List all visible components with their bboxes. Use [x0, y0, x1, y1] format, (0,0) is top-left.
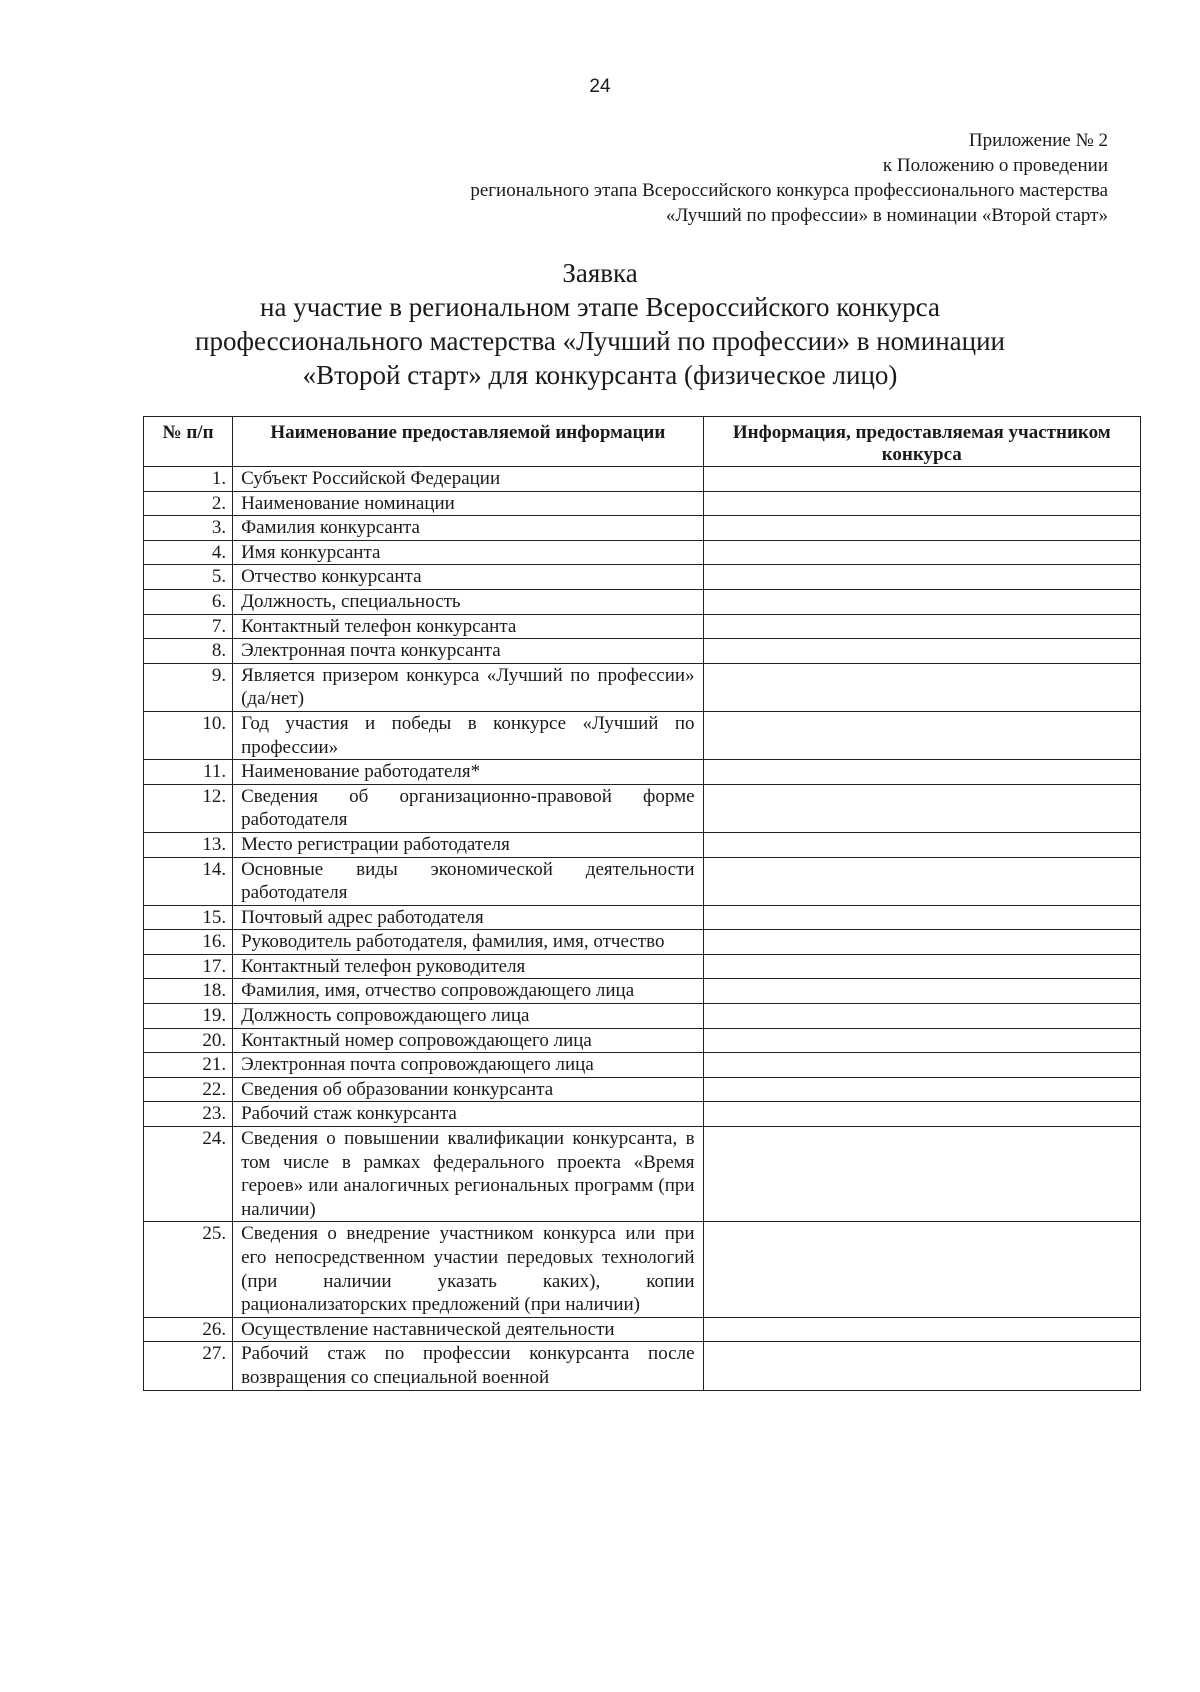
appendix-line-2: к Положению о проведении [882, 155, 1108, 176]
row-field-name: Почтовый адрес работодателя [233, 905, 703, 930]
table-row [144, 1004, 1141, 1029]
table-row [144, 639, 1141, 664]
row-field-value[interactable] [703, 1077, 1140, 1102]
row-number: 23. [144, 1102, 233, 1127]
row-field-name: Осуществление наставнической деятельности [233, 1317, 703, 1342]
table-row [144, 540, 1141, 565]
row-field-value[interactable] [703, 1222, 1140, 1317]
appendix-line-3: регионального этапа Всероссийского конкурса профессионального мастерства [470, 180, 1108, 201]
title-line-1: Заявка [562, 258, 638, 288]
table-row [144, 1102, 1141, 1127]
row-field-value[interactable] [703, 930, 1140, 955]
table-row [144, 1028, 1141, 1053]
row-field-name: Фамилия конкурсанта [233, 516, 703, 541]
row-field-name: Сведения о внедрение участником конкурса или при его непосредственном участии передовых технологий (при наличии указать каких), копии рационализаторских предложений (при наличии) [233, 1222, 703, 1317]
table-row [144, 905, 1141, 930]
row-field-name: Контактный телефон руководителя [233, 954, 703, 979]
table-row [144, 1077, 1141, 1102]
row-field-name: Сведения о повышении квалификации конкурсанта, в том числе в рамках федерального проекта «Время героев» или аналогичных региональных программ (при наличии) [233, 1127, 703, 1222]
table-row [144, 979, 1141, 1004]
row-field-value[interactable] [703, 565, 1140, 590]
row-field-value[interactable] [703, 1028, 1140, 1053]
row-number: 25. [144, 1222, 233, 1317]
row-number: 18. [144, 979, 233, 1004]
table-row [144, 565, 1141, 590]
header-info: Информация, предоставляемая участником конкурса [703, 417, 1140, 467]
row-field-value[interactable] [703, 1004, 1140, 1029]
row-field-value[interactable] [703, 1127, 1140, 1222]
row-field-name: Должность, специальность [233, 589, 703, 614]
table-row [144, 1317, 1141, 1342]
row-number: 4. [144, 540, 233, 565]
row-field-value[interactable] [703, 1053, 1140, 1078]
appendix-line-1: Приложение № 2 [968, 130, 1108, 151]
row-field-value[interactable] [703, 954, 1140, 979]
row-number: 2. [144, 491, 233, 516]
row-field-name: Наименование номинации [233, 491, 703, 516]
row-field-value[interactable] [703, 1317, 1140, 1342]
row-number: 10. [144, 711, 233, 759]
row-number: 12. [144, 784, 233, 832]
document-title [140, 256, 1060, 392]
row-number: 5. [144, 565, 233, 590]
table-row [144, 1127, 1141, 1222]
row-field-name: Фамилия, имя, отчество сопровождающего лица [233, 979, 703, 1004]
title-line-2: на участие в региональном этапе Всероссийского конкурса [260, 292, 940, 322]
row-number: 16. [144, 930, 233, 955]
table-row [144, 614, 1141, 639]
row-field-name: Электронная почта сопровождающего лица [233, 1053, 703, 1078]
row-field-name: Год участия и победы в конкурсе «Лучший по профессии» [233, 711, 703, 759]
page-number: 24 [589, 76, 611, 97]
table-row [144, 857, 1141, 905]
row-field-name: Должность сопровождающего лица [233, 1004, 703, 1029]
row-field-name: Контактный номер сопровождающего лица [233, 1028, 703, 1053]
row-field-name: Сведения об организационно-правовой форме работодателя [233, 784, 703, 832]
row-field-value[interactable] [703, 639, 1140, 664]
title-line-4: «Второй старт» для конкурсанта (физическое лицо) [302, 360, 898, 390]
table-row [144, 954, 1141, 979]
row-field-value[interactable] [703, 857, 1140, 905]
row-number: 9. [144, 663, 233, 711]
table-row [144, 589, 1141, 614]
row-field-value[interactable] [703, 614, 1140, 639]
row-field-value[interactable] [703, 760, 1140, 785]
row-number: 24. [144, 1127, 233, 1222]
row-field-value[interactable] [703, 711, 1140, 759]
row-field-value[interactable] [703, 832, 1140, 857]
row-number: 11. [144, 760, 233, 785]
row-field-name: Рабочий стаж конкурсанта [233, 1102, 703, 1127]
row-field-name: Наименование работодателя* [233, 760, 703, 785]
row-field-value[interactable] [703, 589, 1140, 614]
row-number: 8. [144, 639, 233, 664]
table-row [144, 516, 1141, 541]
row-field-value[interactable] [703, 784, 1140, 832]
row-number: 22. [144, 1077, 233, 1102]
table-row [144, 663, 1141, 711]
row-number: 15. [144, 905, 233, 930]
row-field-name: Рабочий стаж по профессии конкурсанта после возвращения со специальной военной [233, 1342, 703, 1390]
table-row [144, 467, 1141, 492]
row-field-value[interactable] [703, 491, 1140, 516]
row-field-name: Отчество конкурсанта [233, 565, 703, 590]
appendix-header [470, 128, 1108, 228]
row-number: 14. [144, 857, 233, 905]
row-number: 6. [144, 589, 233, 614]
header-num: № п/п [144, 417, 233, 467]
row-field-name: Сведения об образовании конкурсанта [233, 1077, 703, 1102]
row-field-value[interactable] [703, 1102, 1140, 1127]
table-row [144, 784, 1141, 832]
row-field-value[interactable] [703, 979, 1140, 1004]
row-number: 3. [144, 516, 233, 541]
row-field-value[interactable] [703, 516, 1140, 541]
table-row [144, 1342, 1141, 1390]
row-field-value[interactable] [703, 467, 1140, 492]
row-field-name: Основные виды экономической деятельности работодателя [233, 857, 703, 905]
table-row [144, 1222, 1141, 1317]
row-field-name: Субъект Российской Федерации [233, 467, 703, 492]
row-number: 19. [144, 1004, 233, 1029]
row-field-name: Является призером конкурса «Лучший по профессии» (да/нет) [233, 663, 703, 711]
table-row [144, 1053, 1141, 1078]
table-row [144, 832, 1141, 857]
table-body [144, 467, 1141, 1391]
table-row [144, 930, 1141, 955]
row-field-value[interactable] [703, 1342, 1140, 1390]
row-number: 20. [144, 1028, 233, 1053]
table-header-row [144, 417, 1141, 467]
row-number: 21. [144, 1053, 233, 1078]
row-number: 13. [144, 832, 233, 857]
title-line-3: профессионального мастерства «Лучший по профессии» в номинации [195, 326, 1005, 356]
row-field-value[interactable] [703, 540, 1140, 565]
row-field-name: Контактный телефон конкурсанта [233, 614, 703, 639]
row-number: 27. [144, 1342, 233, 1390]
row-field-value[interactable] [703, 663, 1140, 711]
row-number: 26. [144, 1317, 233, 1342]
row-field-name: Имя конкурсанта [233, 540, 703, 565]
row-number: 1. [144, 467, 233, 492]
appendix-line-4: «Лучший по профессии» в номинации «Второй старт» [665, 205, 1108, 226]
row-number: 7. [144, 614, 233, 639]
row-number: 17. [144, 954, 233, 979]
row-field-name: Электронная почта конкурсанта [233, 639, 703, 664]
row-field-value[interactable] [703, 905, 1140, 930]
row-field-name: Место регистрации работодателя [233, 832, 703, 857]
header-name: Наименование предоставляемой информации [233, 417, 703, 467]
table-row [144, 760, 1141, 785]
row-field-name: Руководитель работодателя, фамилия, имя, отчество [233, 930, 703, 955]
table-row [144, 711, 1141, 759]
application-form-table [143, 416, 1141, 1391]
table-row [144, 491, 1141, 516]
